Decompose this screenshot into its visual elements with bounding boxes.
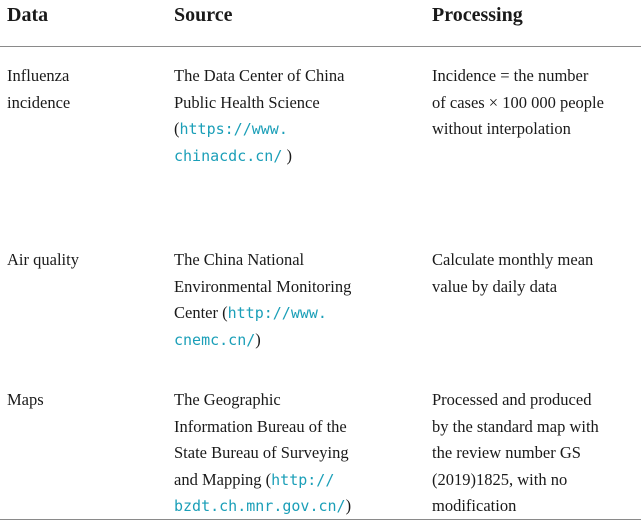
source-link-cont[interactable]: chinacdc.cn/ — [174, 146, 283, 165]
cell-source: The China National Environmental Monitoring Center (http://www. cnemc.cn/) — [174, 250, 352, 349]
header-processing: Processing — [432, 4, 523, 26]
source-link[interactable]: http:// — [271, 470, 335, 489]
source-link-cont[interactable]: cnemc.cn/ — [174, 330, 256, 349]
table-bottom-rule — [0, 519, 641, 520]
cell-data: Maps — [7, 390, 44, 409]
cell-processing: Calculate monthly mean value by daily data — [432, 250, 594, 296]
cell-data: Air quality — [7, 250, 79, 269]
cell-source: The Data Center of China Public Health Science (https://www. chinacdc.cn/ ) — [174, 66, 345, 165]
table-header — [0, 0, 641, 47]
source-link-cont[interactable]: bzdt.ch.mnr.gov.cn/ — [174, 497, 346, 515]
source-link[interactable]: https://www. — [179, 120, 288, 138]
cell-processing: Incidence = the number of cases × 100 000 people without interpolation — [432, 66, 604, 138]
header-source: Source — [174, 4, 233, 26]
source-link[interactable]: http://www. — [227, 304, 327, 322]
cell-source: The Geographic Information Bureau of the State Bureau of Surveying and Mapping (http:// bzdt.ch.mnr.gov.cn/) — [174, 390, 352, 515]
cell-processing: Processed and produced by the standard map with the review number GS (2019)1825, with no modification — [432, 390, 599, 515]
header-data: Data — [7, 4, 49, 26]
cell-data: Influenza incidence — [7, 66, 71, 112]
